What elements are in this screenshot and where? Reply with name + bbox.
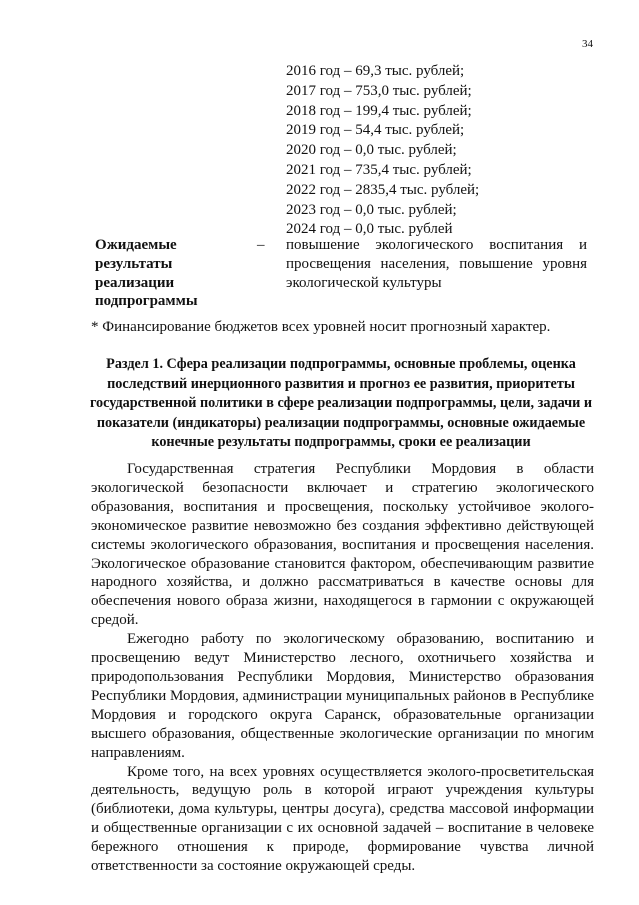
page-number: 34 [582, 38, 593, 50]
funding-year-item: 2023 год – 0,0 тыс. рублей; [286, 201, 457, 218]
financing-footnote: * Финансирование бюджетов всех уровней носит прогнозный характер. [91, 319, 551, 335]
funding-year-item: 2016 год – 69,3 тыс. рублей; [286, 63, 465, 79]
section-heading: Раздел 1. Сфера реализации подпрограммы, основные проблемы, оценка последствий инерционного развития и прогноз ее развития, приоритеты государственной политики в сфере реализации подпрограммы, цели, задачи и показатели (индикаторы) реализации подпрограммы, основные ожидаемые конечные результаты подпрограммы, сроки ее реализации [89, 356, 593, 451]
funding-year-item: 2018 год – 199,4 тыс. рублей; [286, 102, 472, 119]
funding-by-year-list [286, 62, 479, 240]
body-paragraph: Кроме того, на всех уровнях осуществляется эколого-просветительская деятельность, ведущую роль в которой играют учреждения культуры (библиотеки, дома культуры, центры досуга), средства массовой информации и общественные организации с их основной задачей – воспитание в человеке бережного отношения к природе, формирование чувства личной ответственности за состояние окружающей среды. [91, 763, 594, 875]
expected-results-label: Ожидаемые результаты реализации подпрограммы [95, 237, 198, 310]
funding-year-item: 2020 год – 0,0 тыс. рублей; [286, 142, 457, 159]
funding-year-item: 2024 год – 0,0 тыс. рублей [286, 221, 453, 238]
expected-results-value: повышение экологического воспитания и просвещения населения, повышение уровня экологической культуры [286, 237, 587, 291]
funding-year-item: 2019 год – 54,4 тыс. рублей; [286, 122, 465, 139]
body-paragraph: Государственная стратегия Республики Мордовия в области экологической безопасности включает и стратегию экологического образования, воспитания и просвещения, поскольку устойчивое эколого-экономическое развитие невозможно без создания эффективно действующей системы экологического образования, воспитания и просвещения населения. Экологическое образование становится фактором, обеспечивающим развитие народного хозяйства, и должно рассматриваться в качестве основы для обеспечения нового образа жизни, находящегося в гармонии с окружающей средой. [91, 461, 594, 629]
funding-year-item: 2022 год – 2835,4 тыс. рублей; [286, 181, 480, 198]
section-body [91, 460, 594, 876]
body-paragraph: Ежегодно работу по экологическому образованию, воспитанию и просвещению ведут Министерство лесного, охотничьего хозяйства и природопользования Республики Мордовия, Министерство образования Республики Мордовия, администрации муниципальных районов в Республике Мордовия и городского округа Саранск, образовательные организации высшего образования, общественные экологические организации по многим направлениям. [91, 631, 594, 761]
funding-year-item: 2021 год – 735,4 тыс. рублей; [286, 161, 472, 178]
funding-year-item: 2017 год – 753,0 тыс. рублей; [286, 82, 472, 99]
expected-results-dash: – [257, 237, 265, 253]
